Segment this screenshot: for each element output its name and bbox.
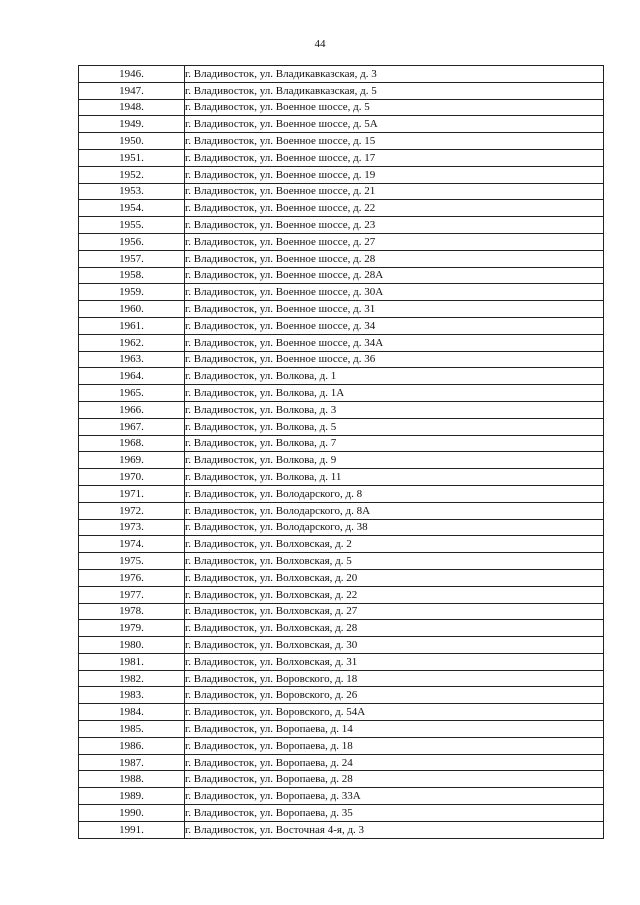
address-table-body: [79, 66, 604, 839]
row-address: г. Владивосток, ул. Восточная 4-я, д. 3: [185, 821, 604, 838]
table-row: [79, 435, 604, 452]
table-row: [79, 620, 604, 637]
row-address: г. Владивосток, ул. Волховская, д. 22: [185, 586, 604, 603]
row-address: г. Владивосток, ул. Военное шоссе, д. 5: [185, 99, 604, 116]
table-row: [79, 469, 604, 486]
row-number: 1973.: [79, 519, 185, 536]
row-number: 1950.: [79, 133, 185, 150]
table-row: [79, 569, 604, 586]
row-number: 1976.: [79, 569, 185, 586]
row-address: г. Владивосток, ул. Военное шоссе, д. 21: [185, 183, 604, 200]
table-row: [79, 637, 604, 654]
row-address: г. Владивосток, ул. Волкова, д. 7: [185, 435, 604, 452]
row-address: г. Владивосток, ул. Володарского, д. 8А: [185, 502, 604, 519]
row-address: г. Владивосток, ул. Воровского, д. 54А: [185, 704, 604, 721]
row-address: г. Владивосток, ул. Военное шоссе, д. 34А: [185, 334, 604, 351]
row-address: г. Владивосток, ул. Военное шоссе, д. 5А: [185, 116, 604, 133]
row-address: г. Владивосток, ул. Военное шоссе, д. 27: [185, 233, 604, 250]
row-address: г. Владивосток, ул. Военное шоссе, д. 31: [185, 301, 604, 318]
row-number: 1953.: [79, 183, 185, 200]
row-number: 1988.: [79, 771, 185, 788]
row-number: 1963.: [79, 351, 185, 368]
row-address: г. Владивосток, ул. Военное шоссе, д. 22: [185, 200, 604, 217]
table-row: [79, 502, 604, 519]
page-number: 44: [314, 38, 326, 50]
row-address: г. Владивосток, ул. Волховская, д. 30: [185, 637, 604, 654]
row-address: г. Владивосток, ул. Военное шоссе, д. 28: [185, 250, 604, 267]
row-number: 1952.: [79, 166, 185, 183]
table-row: [79, 368, 604, 385]
table-row: [79, 401, 604, 418]
table-row: [79, 670, 604, 687]
row-address: г. Владивосток, ул. Володарского, д. 38: [185, 519, 604, 536]
table-row: [79, 284, 604, 301]
row-number: 1958.: [79, 267, 185, 284]
table-row: [79, 737, 604, 754]
row-number: 1979.: [79, 620, 185, 637]
row-number: 1981.: [79, 653, 185, 670]
table-row: [79, 267, 604, 284]
table-row: [79, 317, 604, 334]
table-row: [79, 301, 604, 318]
row-address: г. Владивосток, ул. Волкова, д. 11: [185, 469, 604, 486]
row-number: 1991.: [79, 821, 185, 838]
row-address: г. Владивосток, ул. Военное шоссе, д. 34: [185, 317, 604, 334]
row-number: 1956.: [79, 233, 185, 250]
row-number: 1946.: [79, 66, 185, 83]
table-row: [79, 200, 604, 217]
row-address: г. Владивосток, ул. Военное шоссе, д. 17: [185, 149, 604, 166]
row-address: г. Владивосток, ул. Володарского, д. 8: [185, 485, 604, 502]
row-number: 1960.: [79, 301, 185, 318]
row-address: г. Владивосток, ул. Воропаева, д. 33А: [185, 788, 604, 805]
table-row: [79, 351, 604, 368]
row-number: 1962.: [79, 334, 185, 351]
table-row: [79, 99, 604, 116]
row-number: 1949.: [79, 116, 185, 133]
table-row: [79, 66, 604, 83]
row-number: 1978.: [79, 603, 185, 620]
table-row: [79, 788, 604, 805]
row-address: г. Владивосток, ул. Волкова, д. 1А: [185, 385, 604, 402]
table-row: [79, 82, 604, 99]
table-row: [79, 183, 604, 200]
row-number: 1969.: [79, 452, 185, 469]
row-address: г. Владивосток, ул. Волховская, д. 31: [185, 653, 604, 670]
row-number: 1986.: [79, 737, 185, 754]
row-number: 1977.: [79, 586, 185, 603]
row-address: г. Владивосток, ул. Волховская, д. 20: [185, 569, 604, 586]
table-row: [79, 704, 604, 721]
row-address: г. Владивосток, ул. Волкова, д. 5: [185, 418, 604, 435]
table-row: [79, 603, 604, 620]
row-address: г. Владивосток, ул. Волховская, д. 5: [185, 553, 604, 570]
table-row: [79, 116, 604, 133]
row-address: г. Владивосток, ул. Военное шоссе, д. 28А: [185, 267, 604, 284]
row-address: г. Владивосток, ул. Военное шоссе, д. 36: [185, 351, 604, 368]
row-address: г. Владивосток, ул. Военное шоссе, д. 30А: [185, 284, 604, 301]
row-address: г. Владивосток, ул. Воровского, д. 18: [185, 670, 604, 687]
row-number: 1990.: [79, 805, 185, 822]
row-address: г. Владивосток, ул. Владикавказская, д. 3: [185, 66, 604, 83]
table-row: [79, 536, 604, 553]
table-row: [79, 452, 604, 469]
row-address: г. Владивосток, ул. Воровского, д. 26: [185, 687, 604, 704]
table-row: [79, 721, 604, 738]
address-table: [78, 65, 604, 839]
row-number: 1971.: [79, 485, 185, 502]
row-address: г. Владивосток, ул. Волкова, д. 3: [185, 401, 604, 418]
table-row: [79, 519, 604, 536]
row-number: 1984.: [79, 704, 185, 721]
table-row: [79, 250, 604, 267]
row-address: г. Владивосток, ул. Воропаева, д. 35: [185, 805, 604, 822]
row-number: 1982.: [79, 670, 185, 687]
table-row: [79, 586, 604, 603]
row-number: 1951.: [79, 149, 185, 166]
table-row: [79, 687, 604, 704]
row-address: г. Владивосток, ул. Волкова, д. 9: [185, 452, 604, 469]
row-number: 1957.: [79, 250, 185, 267]
table-row: [79, 418, 604, 435]
row-number: 1985.: [79, 721, 185, 738]
row-number: 1987.: [79, 754, 185, 771]
table-row: [79, 385, 604, 402]
row-address: г. Владивосток, ул. Волкова, д. 1: [185, 368, 604, 385]
table-row: [79, 149, 604, 166]
row-number: 1983.: [79, 687, 185, 704]
table-row: [79, 821, 604, 838]
row-number: 1959.: [79, 284, 185, 301]
table-row: [79, 485, 604, 502]
row-number: 1967.: [79, 418, 185, 435]
row-address: г. Владивосток, ул. Волховская, д. 27: [185, 603, 604, 620]
row-address: г. Владивосток, ул. Военное шоссе, д. 19: [185, 166, 604, 183]
table-row: [79, 771, 604, 788]
row-number: 1970.: [79, 469, 185, 486]
row-number: 1961.: [79, 317, 185, 334]
row-address: г. Владивосток, ул. Волховская, д. 28: [185, 620, 604, 637]
row-number: 1954.: [79, 200, 185, 217]
table-row: [79, 133, 604, 150]
row-number: 1955.: [79, 217, 185, 234]
row-number: 1948.: [79, 99, 185, 116]
row-address: г. Владивосток, ул. Воропаева, д. 14: [185, 721, 604, 738]
row-number: 1968.: [79, 435, 185, 452]
row-number: 1989.: [79, 788, 185, 805]
row-number: 1974.: [79, 536, 185, 553]
row-address: г. Владивосток, ул. Военное шоссе, д. 15: [185, 133, 604, 150]
row-number: 1975.: [79, 553, 185, 570]
table-row: [79, 166, 604, 183]
row-address: г. Владивосток, ул. Воропаева, д. 28: [185, 771, 604, 788]
row-address: г. Владивосток, ул. Владикавказская, д. 5: [185, 82, 604, 99]
table-row: [79, 233, 604, 250]
table-row: [79, 653, 604, 670]
row-address: г. Владивосток, ул. Волховская, д. 2: [185, 536, 604, 553]
row-number: 1972.: [79, 502, 185, 519]
row-number: 1964.: [79, 368, 185, 385]
table-row: [79, 553, 604, 570]
row-address: г. Владивосток, ул. Воропаева, д. 24: [185, 754, 604, 771]
table-row: [79, 334, 604, 351]
row-address: г. Владивосток, ул. Воропаева, д. 18: [185, 737, 604, 754]
row-number: 1966.: [79, 401, 185, 418]
row-number: 1965.: [79, 385, 185, 402]
row-number: 1980.: [79, 637, 185, 654]
row-address: г. Владивосток, ул. Военное шоссе, д. 23: [185, 217, 604, 234]
table-row: [79, 217, 604, 234]
table-row: [79, 754, 604, 771]
table-row: [79, 805, 604, 822]
row-number: 1947.: [79, 82, 185, 99]
